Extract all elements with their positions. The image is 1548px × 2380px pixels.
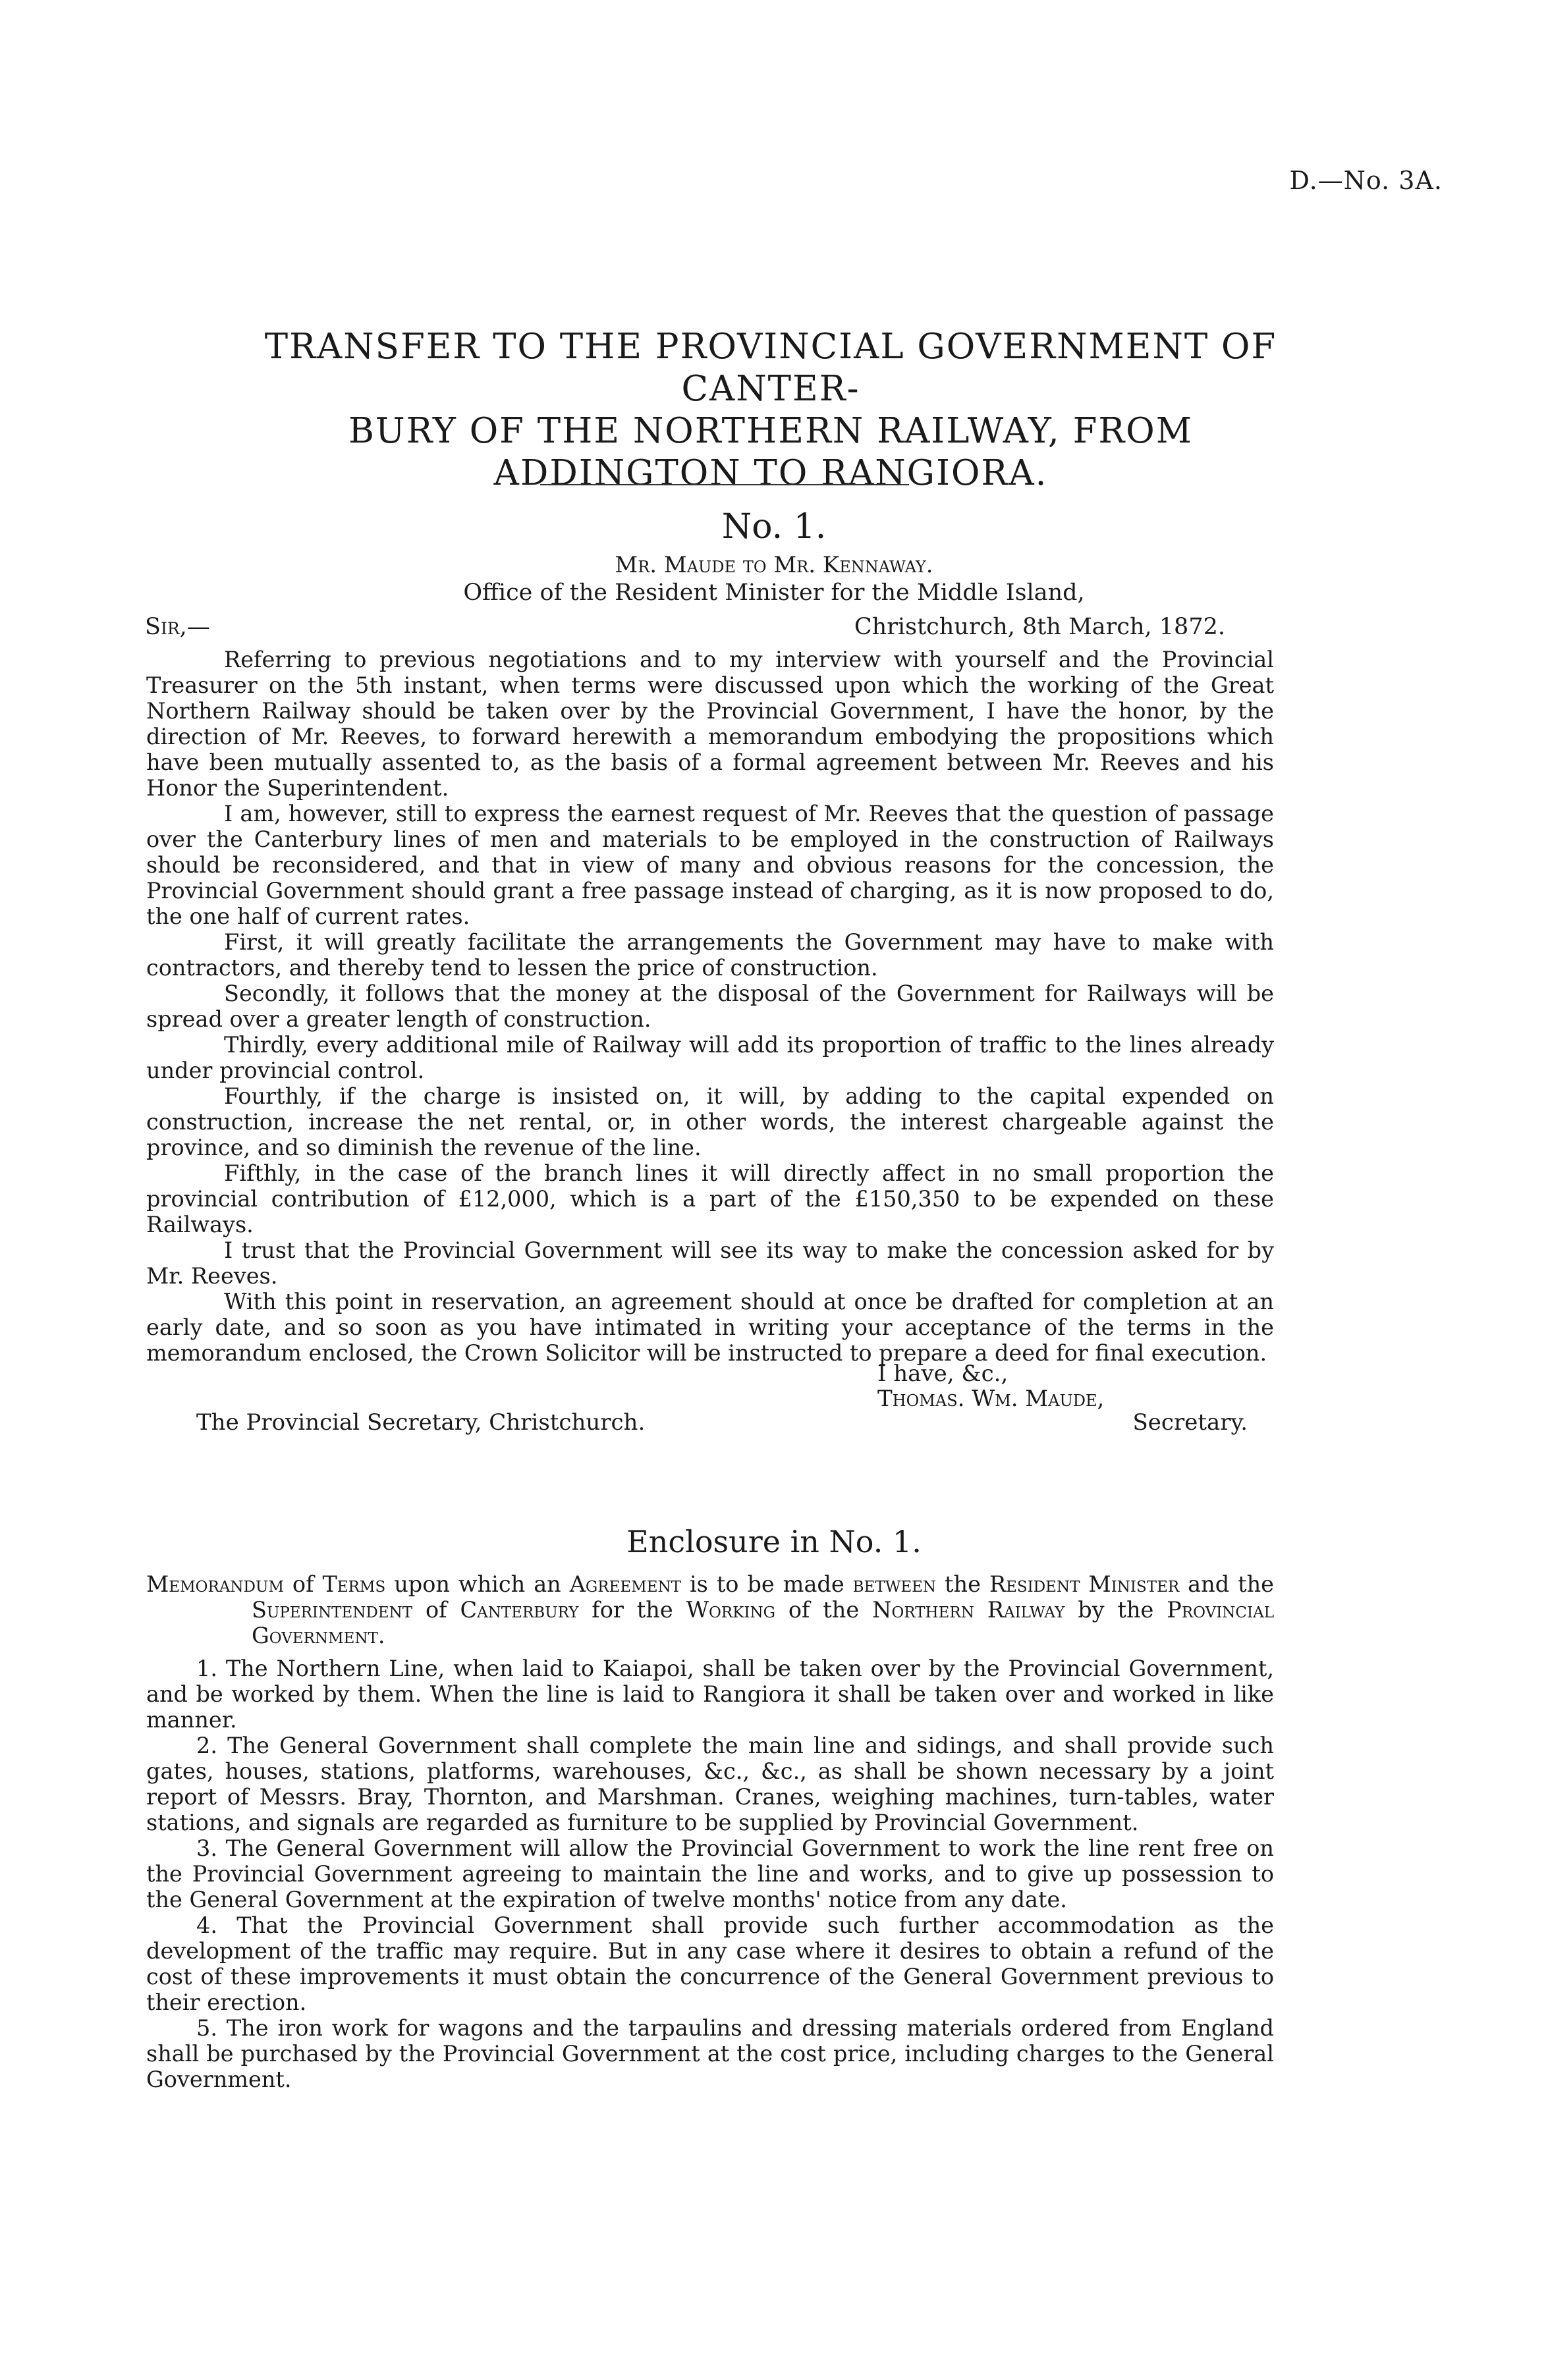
memorandum-heading — [146, 1571, 1274, 1648]
memo-part: Agreement — [569, 1571, 681, 1597]
memo-part: upon which an — [385, 1571, 570, 1597]
memorandum-items — [146, 1656, 1274, 2092]
letter-place-date: Christchurch, 8th March, 1872. — [854, 614, 1225, 640]
enclosure-heading: Enclosure in No. 1. — [626, 1524, 922, 1559]
signature-title: Secretary. — [1132, 1409, 1248, 1436]
memorandum-item: 2. The General Government shall complete the main line and sidings, and shall provide such gates, houses, stations, platforms, warehouses, &c., &c., as shall be shown necessary by a joint report of Messrs. Bray, Thornton, and Marshman. Cranes, weighing machines, turn-tables, water stations, and signals are regarded as furniture to be supplied by Provincial Government. — [146, 1733, 1274, 1835]
document-reference: D.—No. 3A. — [1289, 166, 1443, 195]
title-line-3: ADDINGTON TO RANGIORA. — [493, 453, 1048, 493]
letter-paragraph: Thirdly, every additional mile of Railway will add its proportion of traffic to the lines already under provincial control. — [146, 1032, 1274, 1083]
memo-part: Memorandum — [146, 1571, 284, 1597]
divider-rule — [540, 484, 909, 485]
memorandum-item: 4. That the Provincial Government shall provide such further accommodation as the development of the traffic may require. But in any case where it desires to obtain a refund of the cost of these improvements it must obtain the concurrence of the General Government previous to their erection. — [146, 1912, 1274, 2015]
memo-part: Northern Railway — [872, 1597, 1065, 1623]
letter-signature: Thomas. Wm. Maude, — [877, 1386, 1105, 1412]
memo-part: for the — [578, 1597, 686, 1623]
memo-part: Canterbury — [460, 1597, 579, 1623]
letter-closing: I have, &c., — [877, 1361, 1009, 1387]
letter-salutation: Sir,— — [145, 614, 210, 640]
memo-part: Superintendent — [252, 1597, 413, 1623]
title-line-2: BURY OF THE NORTHERN RAILWAY, FROM — [348, 411, 1193, 451]
letter-number: No. 1. — [721, 507, 827, 547]
title-line-1: TRANSFER TO THE PROVINCIAL GOVERNMENT OF CANTER- — [264, 327, 1277, 409]
letter-paragraph: Secondly, it follows that the money at the disposal of the Government for Railways will be spread over a greater length of construction. — [146, 981, 1274, 1032]
memo-part: between — [852, 1571, 937, 1597]
letter-paragraph: I trust that the Provincial Government will see its way to make the concession asked for by Mr. Reeves. — [146, 1237, 1274, 1289]
memo-part: . — [377, 1623, 385, 1648]
memo-part: of — [412, 1597, 460, 1623]
letter-paragraph: First, it will greatly facilitate the arrangements the Government may have to make with contractors, and thereby tend to lessen the price of construction. — [146, 929, 1274, 981]
letter-office: Office of the Resident Minister for the Middle Island, — [463, 580, 1085, 606]
memo-part: the — [936, 1571, 989, 1597]
letter-body — [146, 647, 1274, 1366]
memorandum-item: 1. The Northern Line, when laid to Kaiapoi, shall be taken over by the Provincial Government, and be worked by them. When the line is laid to Rangiora it shall be taken over and worked in like manner. — [146, 1656, 1274, 1733]
memo-part: of the — [775, 1597, 873, 1623]
letter-paragraph: I am, however, still to express the earnest request of Mr. Reeves that the question of passage over the Canterbury lines of men and materials to be employed in the construction of Railways should be reconsidered, and that in view of many and obvious reasons for the concession, the Provincial Government should grant a free passage instead of charging, as it is now proposed to do, the one half of current rates. — [146, 801, 1274, 929]
memo-part: Working — [686, 1597, 775, 1623]
memo-part: Resident Minister — [989, 1571, 1180, 1597]
memo-part: of — [283, 1571, 323, 1597]
letter-paragraph: With this point in reservation, an agreement should at once be drafted for completion at an early date, and so soon as you have intimated in writing your acceptance of the terms in the memorandum enclosed, the Crown Solicitor will be instructed to prepare a deed for final execution. — [146, 1289, 1274, 1366]
memo-part: Provincial Government — [252, 1597, 1274, 1648]
memo-part: is to be made — [681, 1571, 853, 1597]
letter-paragraph: Fifthly, in the case of the branch lines it will directly affect in no small proportion the provincial contribution of £12,000, which is a part of the £150,350 to be expended on these Railways. — [146, 1160, 1274, 1237]
letter-paragraph: Referring to previous negotiations and to my interview with yourself and the Provincial Treasurer on the 5th instant, when terms were discussed upon which the working of the Great Northern Railway should be taken over by the Provincial Government, I have the honor, by the direction of Mr. Reeves, to forward herewith a memorandum embodying the propositions which have been mutually assented to, as the basis of a formal agreement between Mr. Reeves and his Honor the Superintendent. — [146, 647, 1274, 801]
letter-addressee: The Provincial Secretary, Christchurch. — [196, 1409, 646, 1436]
document-title — [171, 326, 1370, 495]
memo-part: Terms — [322, 1571, 386, 1597]
memorandum-item: 5. The iron work for wagons and the tarpaulins and dressing materials ordered from England shall be purchased by the Provincial Government at the cost price, including charges to the General Government. — [146, 2015, 1274, 2092]
letter-correspondents: Mr. Maude to Mr. Kennaway. — [615, 552, 933, 578]
memo-part: and the — [1179, 1571, 1274, 1597]
letter-paragraph: Fourthly, if the charge is insisted on, it will, by adding to the capital expended on construction, increase the net rental, or, in other words, the interest chargeable against the province, and so diminish the revenue of the line. — [146, 1083, 1274, 1160]
memorandum-item: 3. The General Government will allow the Provincial Government to work the line rent free on the Provincial Government agreeing to maintain the line and works, and to give up possession to the General Government at the expiration of twelve months' notice from any date. — [146, 1835, 1274, 1912]
memo-part: by the — [1064, 1597, 1167, 1623]
